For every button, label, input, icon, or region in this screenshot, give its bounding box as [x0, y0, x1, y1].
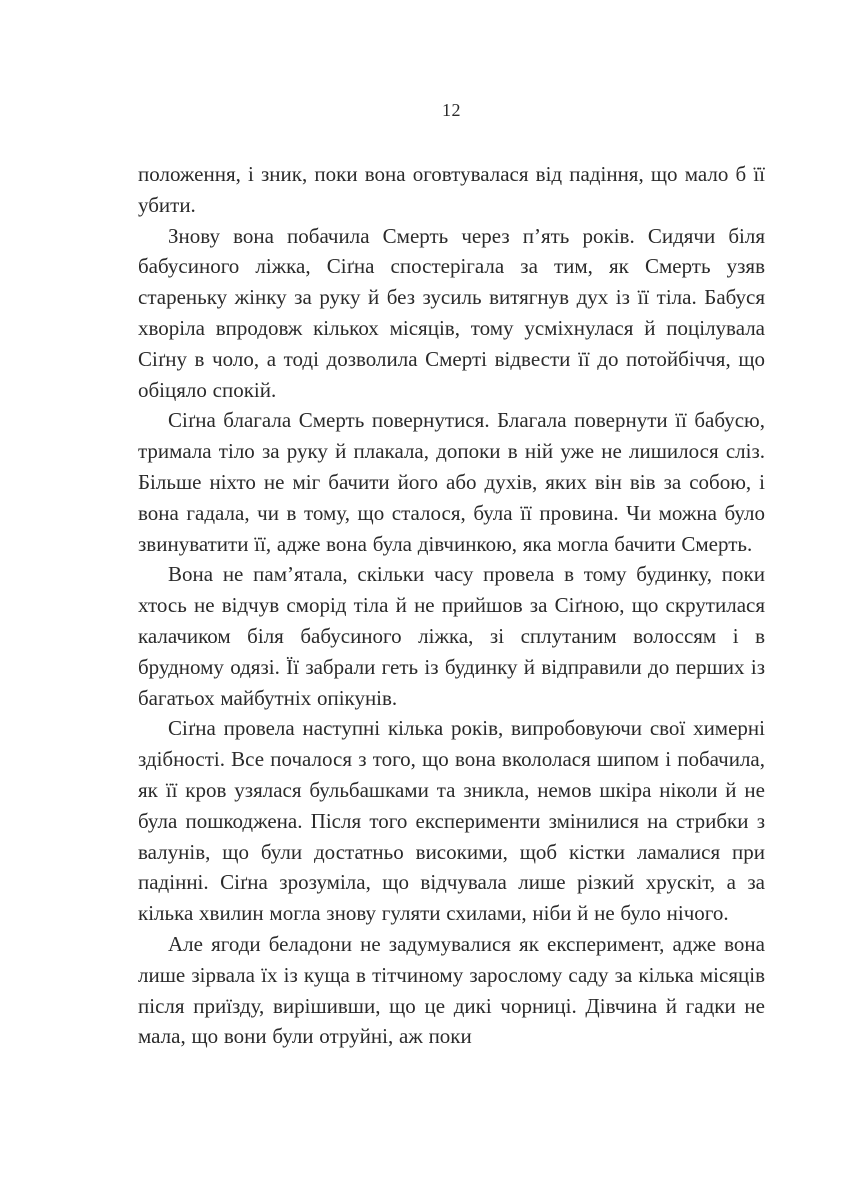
paragraph: Сіґна благала Смерть повернутися. Благала повернути її бабусю, тримала тіло за руку й плакала, допоки в ній уже не лишилося сліз. Більше ніхто не міг бачити його або духів, яких він вів за собою, і вона гадала, чи в тому, що сталося, була її провина. Чи можна було звинуватити її, адже вона була дівчинкою, яка могла бачити Смерть.	[138, 408, 765, 556]
paragraph: Знову вона побачила Смерть через п’ять років. Сидячи біля бабусиного ліжка, Сіґна спостерігала за тим, як Смерть узяв стареньку жінку за руку й без зусиль витягнув дух із її тіла. Бабуся хворіла впродовж кількох місяців, тому усміхнулася й поцілувала Сіґну в чоло, а тоді дозволила Смерті відвести її до потойбіччя, що обіцяло спокій.	[138, 223, 765, 402]
page-number: 12	[442, 100, 461, 120]
paragraph: Сіґна провела наступні кілька років, випробовуючи свої химерні здібності. Все почалося з того, що вона вкололася шипом і побачила, як її кров узялася бульбашками та зникла, немов шкіра ніколи й не була пошкоджена. Після того експерименти змінилися на стрибки з валунів, що були достатньо високими, щоб кістки ламалися при падінні. Сіґна зрозуміла, що відчувала лише різкий хрускіт, а за кілька хвилин могла знову гуляти схилами, ніби й не було нічого.	[138, 716, 765, 926]
paragraph: Але ягоди беладони не задумувалися як експеримент, адже вона лише зірвала їх із куща в тітчиному зарослому саду за кілька місяців після приїзду, вирішивши, що це дикі чорниці. Дівчина й гадки не мала, що вони були отруйні, аж поки	[138, 931, 765, 1049]
paragraph: Вона не пам’ятала, скільки часу провела в тому будинку, поки хтось не відчув сморід тіла й не прийшов за Сіґною, що скрутилася калачиком біля бабусиного ліжка, зі сплутаним волоссям і в брудному одязі. Її забрали геть із будинку й відправили до перших із багатьох майбутніх опікунів.	[138, 562, 765, 710]
page-body-text	[138, 159, 765, 1052]
paragraph: положення, і зник, поки вона оговтувалася від падіння, що мало б її убити.	[138, 162, 765, 217]
